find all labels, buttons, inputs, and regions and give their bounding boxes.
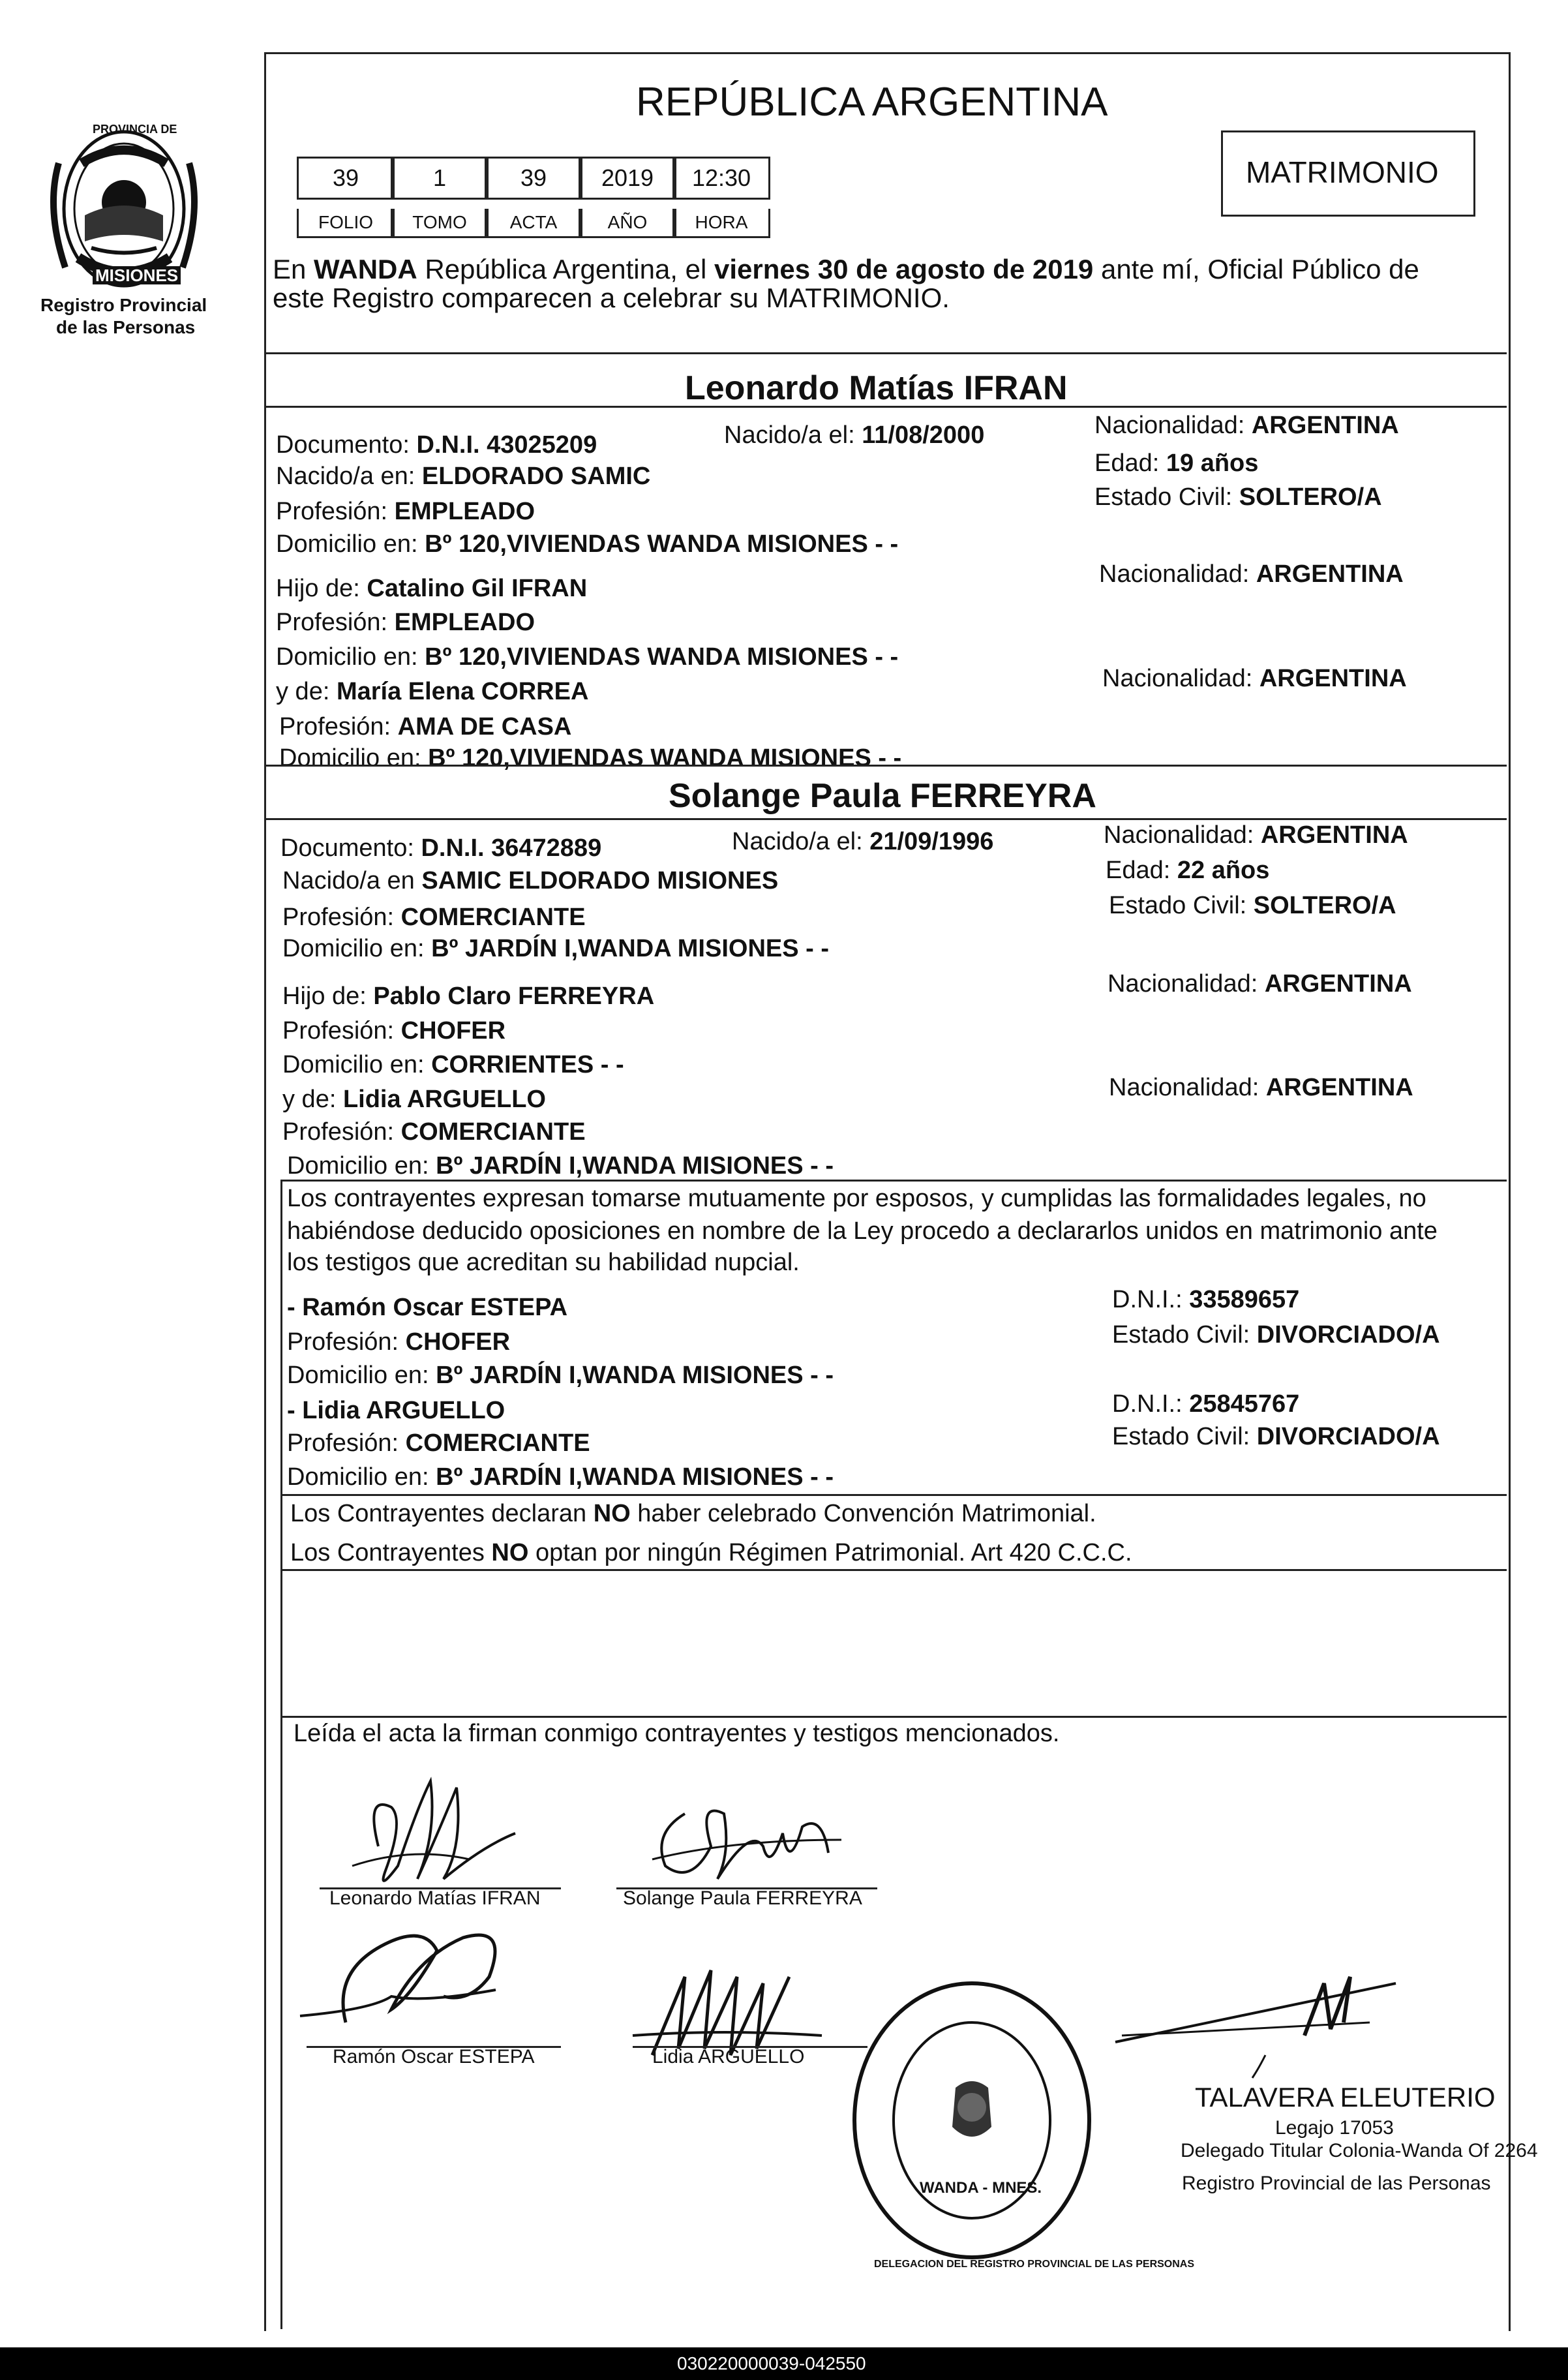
logo-text-top: PROVINCIA DE	[93, 123, 177, 136]
official-role: Delegado Titular Colonia-Wanda Of 2264	[1181, 2140, 1538, 2161]
spouse1-father-profession: Profesión: EMPLEADO	[276, 609, 535, 636]
spouse2-civil-status: Estado Civil: SOLTERO/A	[1109, 892, 1396, 919]
witness2-name: - Lidia ARGUELLO	[287, 1397, 505, 1424]
anio-value: 2019	[579, 157, 676, 200]
divider	[280, 1716, 1507, 1718]
official-org: Registro Provincial de las Personas	[1182, 2173, 1491, 2194]
anio-label: AÑO	[579, 209, 676, 238]
spouse1-mother-nationality: Nacionalidad: ARGENTINA	[1102, 665, 1407, 692]
witness2-dni: D.N.I.: 25845767	[1112, 1390, 1300, 1418]
intro-date: viernes 30 de agosto de 2019	[714, 254, 1094, 284]
closing-text: Leída el acta la firman conmigo contrayentes y testigos mencionados.	[294, 1720, 1060, 1747]
declaration-line-1: Los contrayentes expresan tomarse mutuamente por esposos, y cumplidas las formalidades legales, no	[287, 1185, 1426, 1212]
declaration-line-2: habiéndose deducido oposiciones en nombre de la Ley procedo a declararlos unidos en matrimonio ante	[287, 1217, 1438, 1245]
spouse1-civil-status: Estado Civil: SOLTERO/A	[1094, 483, 1382, 511]
official-name: TALAVERA ELEUTERIO	[1195, 2082, 1496, 2113]
acta-value: 39	[485, 157, 582, 200]
divider-vertical	[280, 1180, 282, 2329]
signature-2-label: Solange Paula FERREYRA	[623, 1887, 862, 1909]
convention-line-2: Los Contrayentes NO optan por ningún Régimen Patrimonial. Art 420 C.C.C.	[290, 1539, 1132, 1566]
divider	[264, 406, 1507, 408]
spouse2-father: Hijo de: Pablo Claro FERREYRA	[282, 983, 655, 1010]
witness2-civil-status: Estado Civil: DIVORCIADO/A	[1112, 1423, 1440, 1450]
registry-caption-2: de las Personas	[56, 317, 196, 337]
witness2-profession: Profesión: COMERCIANTE	[287, 1429, 590, 1457]
spouse2-profession: Profesión: COMERCIANTE	[282, 904, 586, 931]
intro-line-1: En WANDA República Argentina, el viernes 30 de agosto de 2019 ante mí, Oficial Público de	[273, 254, 1419, 284]
spouse1-mother-address: Domicilio en: Bº 120,VIVIENDAS WANDA MISIONES - -	[279, 744, 902, 772]
convention-line-1: Los Contrayentes declaran NO haber celebrado Convención Matrimonial.	[290, 1500, 1096, 1527]
spouse1-born-on: Nacido/a el: 11/08/2000	[724, 421, 985, 449]
spouse2-mother-address: Domicilio en: Bº JARDÍN I,WANDA MISIONES - -	[287, 1152, 834, 1180]
declaration-line-3: los testigos que acreditan su habilidad nupcial.	[287, 1249, 800, 1276]
spouse2-father-profession: Profesión: CHOFER	[282, 1017, 506, 1045]
intro-city: WANDA	[314, 254, 417, 284]
signature-2-icon	[633, 1775, 854, 1899]
spouse1-mother: y de: María Elena CORREA	[276, 678, 589, 705]
spouse2-age: Edad: 22 años	[1106, 857, 1270, 884]
acta-label: ACTA	[485, 209, 582, 238]
divider	[280, 1569, 1507, 1571]
divider	[264, 818, 1507, 820]
official-seal-icon	[848, 1977, 1096, 2264]
witness1-civil-status: Estado Civil: DIVORCIADO/A	[1112, 1321, 1440, 1349]
spouse2-born-on: Nacido/a el: 21/09/1996	[732, 828, 994, 855]
spouse1-document: Documento: D.N.I. 43025209	[276, 431, 597, 459]
spouse1-father-address: Domicilio en: Bº 120,VIVIENDAS WANDA MISIONES - -	[276, 643, 899, 671]
spouse1-age: Edad: 19 años	[1094, 450, 1259, 477]
footer-code: 030220000039-042550	[677, 2353, 866, 2373]
witness2-address: Domicilio en: Bº JARDÍN I,WANDA MISIONES - -	[287, 1463, 834, 1491]
spouse2-document: Documento: D.N.I. 36472889	[280, 834, 602, 862]
signature-1-icon	[339, 1768, 522, 1899]
divider	[264, 352, 1507, 354]
spouse1-father: Hijo de: Catalino Gil IFRAN	[276, 575, 588, 602]
spouse2-mother: y de: Lidia ARGUELLO	[282, 1086, 546, 1113]
tomo-value: 1	[391, 157, 489, 200]
witness1-address: Domicilio en: Bº JARDÍN I,WANDA MISIONES - -	[287, 1362, 834, 1389]
folio-label: FOLIO	[297, 209, 395, 238]
official-legajo: Legajo 17053	[1275, 2117, 1394, 2139]
spouse2-born-in: Nacido/a en SAMIC ELDORADO MISIONES	[282, 867, 779, 894]
spouse2-mother-nationality: Nacionalidad: ARGENTINA	[1109, 1074, 1413, 1101]
seal-ring-text: DELEGACION DEL REGISTRO PROVINCIAL DE LAS PERSONAS	[874, 2259, 1195, 2270]
tomo-label: TOMO	[391, 209, 489, 238]
witness1-name: - Ramón Oscar ESTEPA	[287, 1294, 568, 1321]
spouse1-born-in: Nacido/a en: ELDORADO SAMIC	[276, 463, 651, 490]
signature-4-label: Lidia ARGUELLO	[652, 2046, 805, 2067]
intro-line-2: este Registro comparecen a celebrar su MATRIMONIO.	[273, 282, 950, 313]
act-type: MATRIMONIO	[1246, 155, 1439, 189]
spouse2-name: Solange Paula FERREYRA	[669, 777, 1096, 815]
signature-1-label: Leonardo Matías IFRAN	[329, 1887, 541, 1909]
divider	[264, 765, 1507, 767]
page-title: REPÚBLICA ARGENTINA	[636, 80, 1108, 125]
spouse2-address: Domicilio en: Bº JARDÍN I,WANDA MISIONES - -	[282, 935, 830, 962]
spouse2-mother-profession: Profesión: COMERCIANTE	[282, 1118, 586, 1146]
spouse1-name: Leonardo Matías IFRAN	[685, 369, 1068, 407]
folio-value: 39	[297, 157, 395, 200]
seal-center-text: WANDA - MNES.	[920, 2179, 1042, 2197]
official-signature-icon	[1109, 1964, 1415, 2081]
registry-caption-1: Registro Provincial	[40, 295, 207, 315]
witness1-dni: D.N.I.: 33589657	[1112, 1286, 1300, 1313]
witness1-profession: Profesión: CHOFER	[287, 1328, 511, 1356]
spouse2-father-address: Domicilio en: CORRIENTES - -	[282, 1051, 624, 1078]
signature-3-icon	[294, 1905, 567, 2042]
registry-logo	[39, 117, 209, 300]
divider	[280, 1180, 1507, 1182]
spouse1-mother-profession: Profesión: AMA DE CASA	[279, 713, 572, 740]
divider	[280, 1494, 1507, 1496]
hora-label: HORA	[672, 209, 770, 238]
spouse2-nationality: Nacionalidad: ARGENTINA	[1104, 821, 1408, 849]
hora-value: 12:30	[672, 157, 770, 200]
spouse1-address: Domicilio en: Bº 120,VIVIENDAS WANDA MISIONES - -	[276, 530, 899, 558]
spouse1-nationality: Nacionalidad: ARGENTINA	[1094, 412, 1399, 439]
spouse1-father-nationality: Nacionalidad: ARGENTINA	[1099, 560, 1404, 588]
signature-3-label: Ramón Oscar ESTEPA	[333, 2046, 535, 2067]
spouse2-father-nationality: Nacionalidad: ARGENTINA	[1108, 970, 1412, 998]
spouse1-profession: Profesión: EMPLEADO	[276, 498, 535, 525]
logo-text-bottom: MISIONES	[93, 266, 181, 284]
